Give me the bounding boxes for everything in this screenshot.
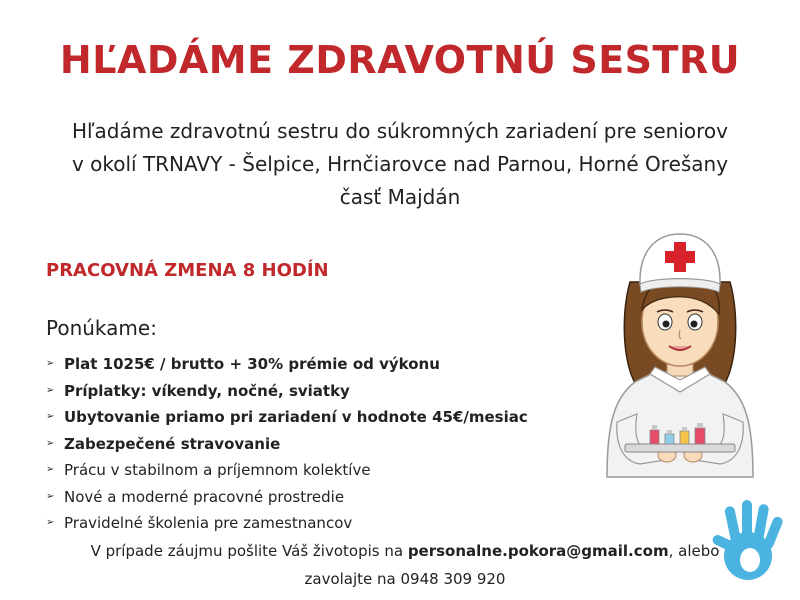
offer-item (46, 457, 566, 484)
arrow-bullet-icon: ➢ (46, 384, 55, 396)
arrow-bullet-icon: ➢ (46, 517, 55, 528)
contact-info (30, 537, 780, 593)
offer-item-text: Nové a moderné pracovné prostredie (64, 487, 345, 506)
contact-prefix: V prípade záujmu pošlite Váš životopis na (90, 542, 408, 560)
email-link[interactable]: personalne.pokora@gmail.com (407, 542, 669, 560)
arrow-bullet-icon: ➢ (46, 411, 55, 422)
blue-hand-logo (704, 498, 792, 588)
contact-line-1 (30, 537, 780, 565)
intro-line-2: v okolí TRNAVY - Šelpice, Hrnčiarovce nad Parnou, Horné Orešany (71, 152, 729, 176)
offer-item-text: Plat 1025€ / brutto + 30% prémie od výkonu (64, 355, 440, 373)
offer-item (46, 351, 566, 378)
offer-item-text: Príplatky: víkendy, nočné, sviatky (64, 381, 350, 400)
intro-line-1: Hľadáme zdravotnú sestru do súkromných zariadení pre seniorov (71, 119, 728, 143)
arrow-bullet-icon: ➢ (46, 490, 55, 502)
offer-item (46, 431, 566, 458)
nurse-illustration (595, 222, 765, 482)
offer-list (46, 351, 566, 537)
offer-heading: Ponúkame: (46, 316, 157, 340)
page-title: HĽADÁME ZDRAVOTNÚ SESTRU (59, 38, 741, 82)
work-shift-heading: PRACOVNÁ ZMENA 8 HODÍN (46, 260, 329, 281)
offer-item (46, 404, 566, 431)
offer-item (46, 510, 566, 537)
offer-item (46, 484, 566, 511)
offer-item (46, 378, 566, 405)
offer-item-text: Ubytovanie priamo pri zariadení v hodnote 45€/mesiac (64, 408, 528, 426)
arrow-bullet-icon: ➢ (46, 464, 55, 475)
contact-suffix: , alebo (668, 542, 720, 560)
offer-item-text: Prácu v stabilnom a príjemnom kolektíve (64, 461, 371, 479)
arrow-bullet-icon: ➢ (46, 358, 55, 369)
phone-line: zavolajte na 0948 309 920 (304, 570, 506, 588)
arrow-bullet-icon: ➢ (46, 437, 55, 449)
intro-line-3: časť Majdán (339, 185, 461, 209)
offer-item-text: Pravidelné školenia pre zamestnancov (64, 514, 353, 532)
intro-text (20, 115, 780, 214)
offer-item-text: Zabezpečené stravovanie (64, 434, 281, 453)
